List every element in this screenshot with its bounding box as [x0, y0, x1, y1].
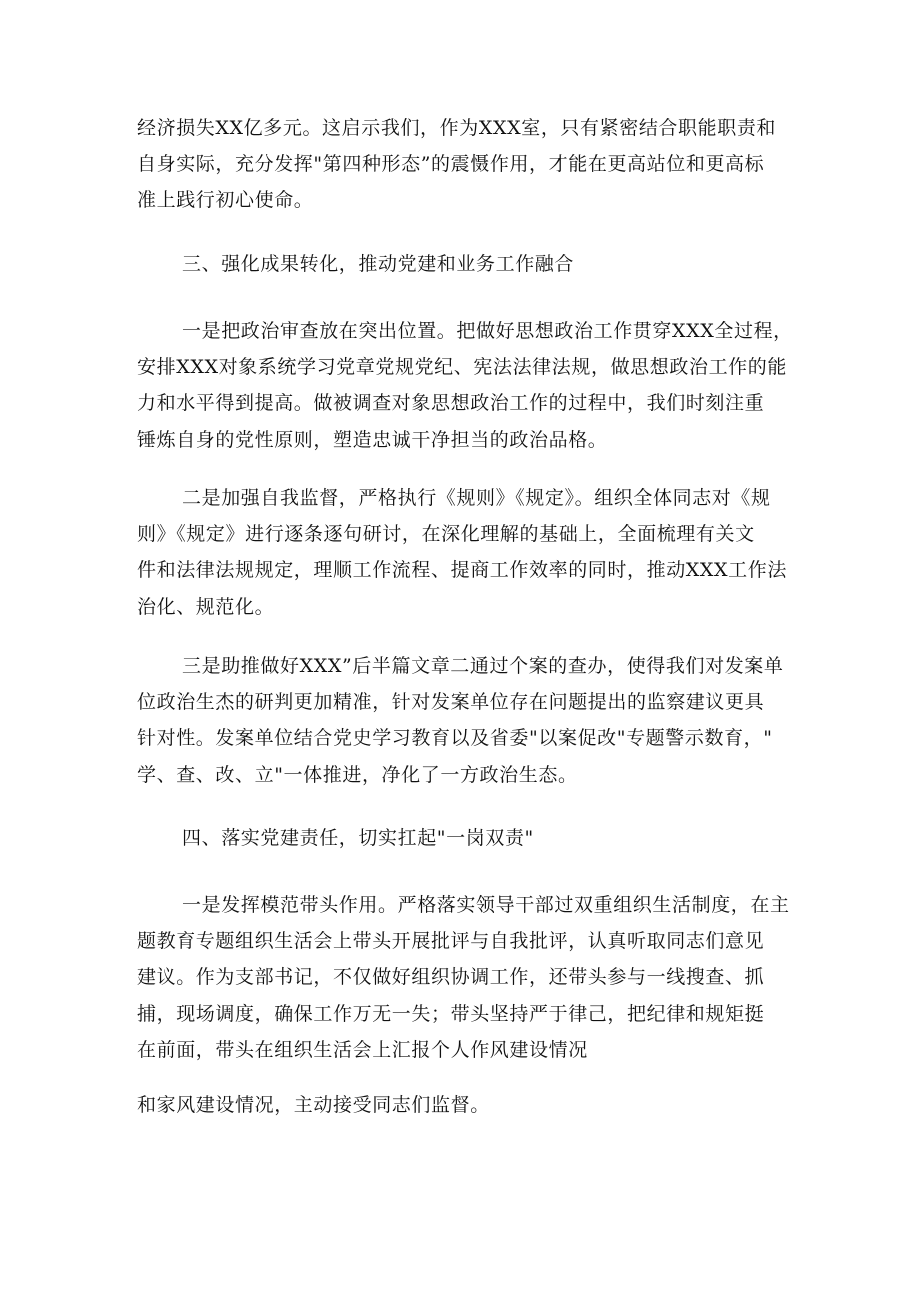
paragraph-intro: [137, 110, 787, 219]
text-line: 自身实际，充分发挥"第四种形态”的震慑作用，才能在更高站位和更高标: [137, 153, 765, 176]
text-line: 经济损失XX亿多元。这启示我们，作为XXX室，只有紧密结合职能职责和: [137, 117, 777, 139]
text-line: 位政治生杰的研判更加精准，针对发案单位存在问题提出的监察建议更具: [137, 691, 765, 714]
text-line: 学、查、改、立"一体推进，净化了一方政治生态。: [137, 763, 578, 786]
text-line: 则》《规定》进行逐条逐句研讨，在深化理解的基础上，全面梳理有关文: [137, 523, 755, 546]
text-line: 准上践行初心使命。: [137, 189, 314, 212]
text-line: 安排XXX对象系统学习党章党规党纪、宪法法律法规，做思想政治工作的能: [137, 356, 787, 379]
text-line: 在前面，带头在组织生活会上汇报个人作风建设情况: [137, 1038, 588, 1061]
text-line: 和家风建设情况，主动接受同志们监督。: [137, 1094, 490, 1116]
text-line: 题教育专题组织生活会上带头开展批评与自我批评，认真听取同志们意见: [137, 930, 765, 953]
section-heading-4: 四、落实党建责任，切实扛起"一岗双责": [182, 827, 534, 849]
paragraph-3-2: [137, 480, 787, 625]
text-line: 件和法律法规规定，理顺工作流程、提商工作效率的同时，推动XXX工作法: [137, 559, 787, 582]
text-line: 一是发挥模范带头作用。严格落实领导干部过双重组织生活制度，在主: [182, 894, 790, 916]
section-heading-3: 三、强化成果转化，推动党建和业务工作融合: [182, 253, 575, 275]
text-line: 建议。作为支部书记，不仅做好组织协调工作，还带头参与一线搜查、抓: [137, 966, 765, 989]
paragraph-4-2: [137, 1087, 787, 1123]
paragraph-3-3: [137, 648, 787, 793]
text-line: 治化、规范化。: [137, 595, 275, 618]
paragraph-3-1: [137, 313, 793, 458]
text-line: 力和水平得到提高。做被调查对象思想政治工作的过程中，我们时刻注重: [137, 392, 765, 415]
text-line: 捕，现场调度，确保工作万无一失；带头坚持严于律己，把纪律和规矩挺: [137, 1002, 765, 1025]
text-line: 针对性。发案单位结合党史学习教育以及省委"以案促改"专题警示数育，": [137, 727, 773, 750]
text-line: 锤炼自身的党性原则，塑造忠诚干净担当的政治品格。: [137, 428, 608, 451]
text-line: 三是助推做好XXX”后半篇文章二通过个案的查办，使得我们对发案单: [182, 655, 784, 677]
text-line: 二是加强自我监督，严格执行《规则》《规定》。组织全体同志对《规: [182, 487, 771, 509]
text-line: 一是把政治审查放在突出位置。把做好思想政治工作贯穿XXX全过程，: [182, 320, 793, 342]
paragraph-4-1: [137, 887, 790, 1068]
